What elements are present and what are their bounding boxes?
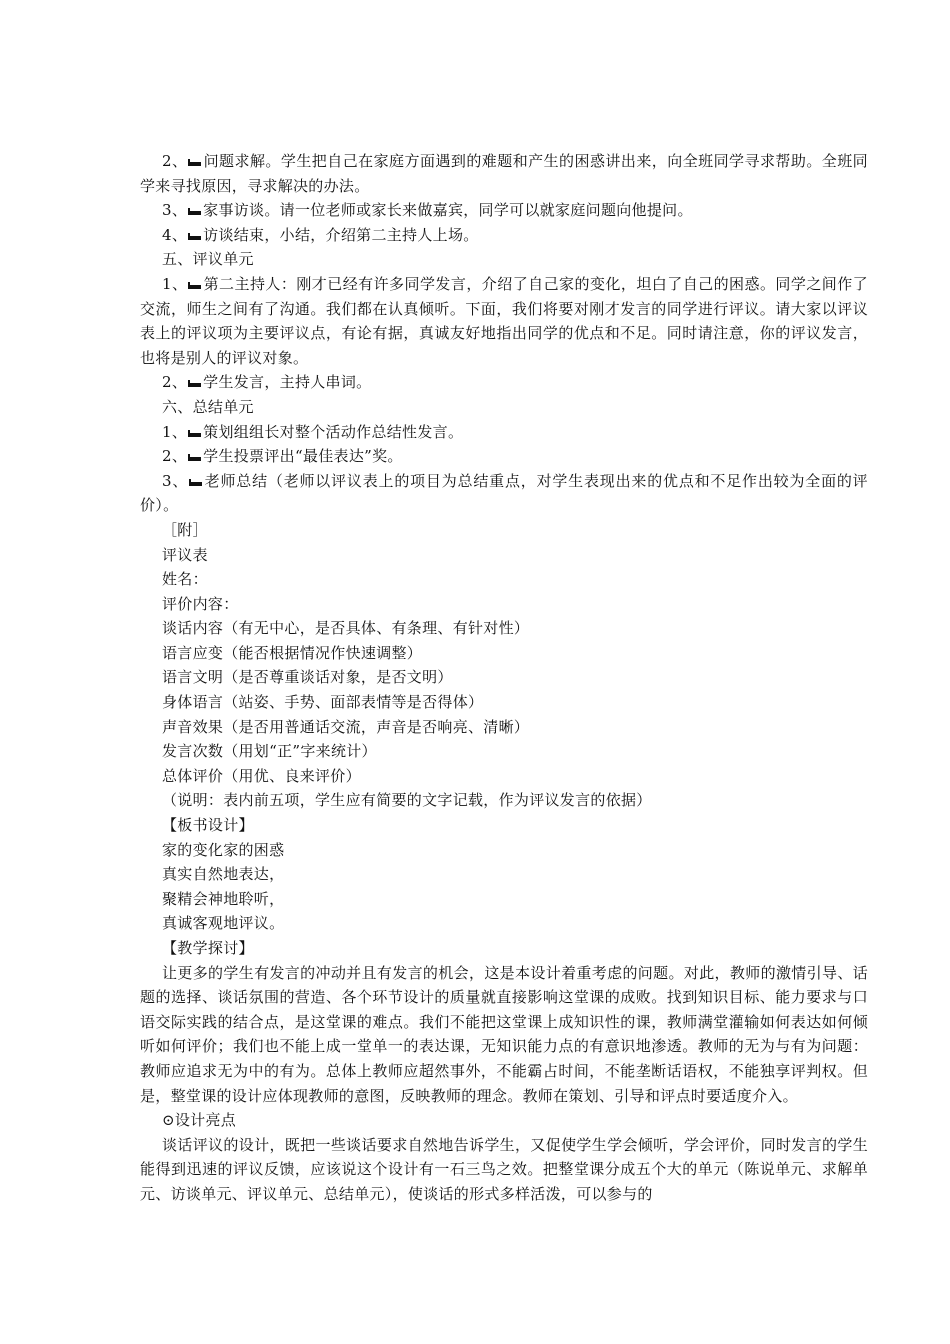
- paragraph-text: 声音效果（是否用普通话交流，声音是否响亮、清晰）: [162, 717, 530, 736]
- list-item-number: 1、: [162, 422, 188, 441]
- document-body: [140, 149, 868, 1207]
- list-item: [140, 198, 868, 223]
- paragraph-text: 问题求解。学生把自己在家庭方面遇到的难题和产生的困惑讲出来，向全班同学寻求帮助。全班同学来寻找原因，寻求解决的办法。: [140, 152, 868, 195]
- paragraph: [140, 813, 868, 838]
- list-item-number: 4、: [162, 225, 188, 244]
- paragraph: [140, 838, 868, 863]
- paragraph: [140, 395, 868, 420]
- list-item-number: 2、: [162, 447, 188, 466]
- paragraph: [140, 764, 868, 789]
- list-item: [140, 272, 868, 370]
- paragraph: [140, 616, 868, 641]
- paragraph-text: 语言文明（是否尊重谈话对象，是否文明）: [162, 668, 453, 687]
- paragraph-text: 谈话评议的设计，既把一些谈话要求自然地告诉学生，又促使学生学会倾听，学会评价，同时发言的学生能得到迅速的评议反馈，应该说这个设计有一石三鸟之效。把整堂课分成五个大的单元（陈说单元、求解单元、访谈单元、评议单元、总结单元），使谈话的形式多样活泼，可以参与的: [140, 1135, 868, 1203]
- paragraph-text: 访谈结束，小结，介绍第二主持人上场。: [203, 225, 479, 244]
- bullet-mark-icon: [188, 381, 201, 387]
- list-item: [140, 420, 868, 445]
- paragraph-text: 【板书设计】: [162, 816, 254, 835]
- paragraph-text: 第二主持人：刚才已经有许多同学发言，介绍了自己家的变化，坦白了自己的困惑。同学之间作了交流，师生之间有了沟通。我们都在认真倾听。下面，我们将要对刚才发言的同学进行评议。请大家以评议表上的评议项为主要评议点，有论有据，真诚友好地指出同学的优点和不足。同时请注意，你的评议发言，也将是别人的评议对象。: [140, 274, 868, 367]
- paragraph-text: 学生发言，主持人串词。: [203, 373, 372, 392]
- paragraph: [140, 887, 868, 912]
- paragraph-text: ⊙设计亮点: [162, 1111, 237, 1130]
- paragraph-text: 家事访谈。请一位老师或家长来做嘉宾，同学可以就家庭问题向他提问。: [203, 201, 693, 220]
- bullet-mark-icon: [188, 431, 201, 437]
- list-item-number: 2、: [162, 373, 188, 392]
- list-item: [140, 469, 868, 518]
- paragraph-text: 真实自然地表达，: [162, 865, 285, 884]
- bullet-mark-icon: [189, 480, 202, 486]
- list-item: [140, 223, 868, 248]
- paragraph: [140, 911, 868, 936]
- paragraph-text: 【教学探讨】: [162, 939, 254, 957]
- paragraph: [140, 1133, 868, 1207]
- paragraph-text: 总体评价（用优、良来评价）: [162, 766, 361, 785]
- paragraph: [140, 247, 868, 272]
- paragraph: [140, 739, 868, 764]
- paragraph-text: 发言次数（用划“正”字来统计）: [162, 742, 377, 761]
- paragraph: [140, 665, 868, 690]
- paragraph: [140, 567, 868, 592]
- paragraph-text: 六、总结单元: [162, 397, 254, 416]
- paragraph-text: 身体语言（站姿、手势、面部表情等是否得体）: [162, 693, 484, 712]
- paragraph-text: 真诚客观地评议。: [162, 914, 285, 933]
- paragraph-text: 学生投票评出“最佳表达”奖。: [203, 447, 403, 466]
- paragraph: [140, 518, 868, 543]
- paragraph: [140, 592, 868, 617]
- bullet-mark-icon: [188, 160, 201, 166]
- paragraph-text: 姓名：: [162, 570, 208, 589]
- paragraph-text: 五、评议单元: [162, 250, 254, 269]
- paragraph-text: 谈话内容（有无中心，是否具体、有条理、有针对性）: [162, 619, 530, 638]
- paragraph: [140, 715, 868, 740]
- list-item-number: 3、: [162, 471, 189, 490]
- paragraph: [140, 936, 868, 961]
- paragraph-text: 家的变化家的困惑: [162, 840, 285, 859]
- paragraph: [140, 961, 868, 1109]
- paragraph-text: 聚精会神地聆听，: [162, 889, 285, 908]
- paragraph-text: 让更多的学生有发言的冲动并且有发言的机会，这是本设计着重考虑的问题。对此，教师的激情引导、话题的选择、谈话氛围的营造、各个环节设计的质量就直接影响这堂课的成败。找到知识目标、能力要求与口语交际实践的结合点，是这堂课的难点。我们不能把这堂课上成知识性的课，教师满堂灌输如何表达如何倾听如何评价；我们也不能上成一堂单一的表达课，无知识能力点的有意识地渗透。教师的无为与有为问题：教师应追求无为中的有为。总体上教师应超然事外，不能霸占时间，不能垄断话语权，不能独享评判权。但是，整堂课的设计应体现教师的意图，反映教师的理念。教师在策划、引导和评点时要适度介入。: [140, 963, 868, 1105]
- bullet-mark-icon: [188, 455, 201, 461]
- list-item-number: 3、: [162, 201, 188, 220]
- paragraph-text: 语言应变（能否根据情况作快速调整）: [162, 643, 423, 662]
- paragraph-text: （说明：表内前五项，学生应有简要的文字记载，作为评议发言的依据）: [162, 791, 652, 810]
- list-item: [140, 444, 868, 469]
- list-item: [140, 149, 868, 198]
- list-item-number: 2、: [162, 152, 188, 170]
- bullet-mark-icon: [188, 209, 201, 215]
- paragraph: [140, 862, 868, 887]
- paragraph: [140, 641, 868, 666]
- paragraph-text: 评议表: [162, 545, 208, 564]
- list-item-number: 1、: [162, 274, 188, 293]
- paragraph-text: 评价内容：: [162, 594, 239, 613]
- paragraph: [140, 543, 868, 568]
- list-item: [140, 370, 868, 395]
- paragraph: [140, 690, 868, 715]
- paragraph: [140, 788, 868, 813]
- paragraph-text: ［附］: [162, 520, 208, 539]
- bullet-mark-icon: [188, 234, 201, 240]
- paragraph: [140, 1108, 868, 1133]
- bullet-mark-icon: [188, 283, 201, 289]
- paragraph-text: 策划组组长对整个活动作总结性发言。: [203, 422, 464, 441]
- paragraph-text: 老师总结（老师以评议表上的项目为总结重点，对学生表现出来的优点和不足作出较为全面的评价）。: [140, 471, 868, 515]
